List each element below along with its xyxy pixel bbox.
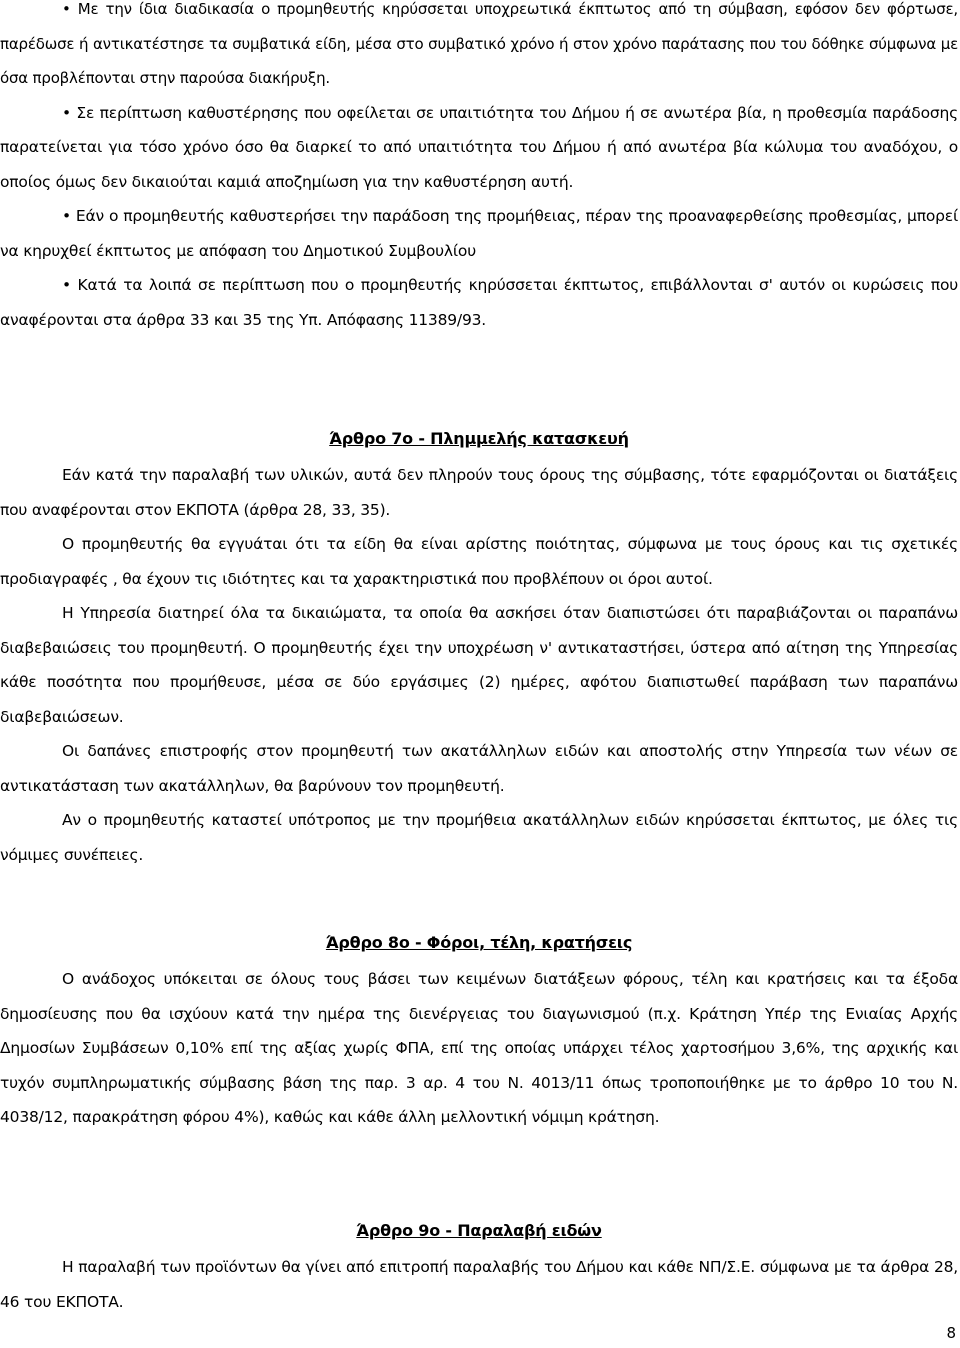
page-number: 8 <box>946 1324 956 1342</box>
article-paragraph: Ο προμηθευτής θα εγγυάται ότι τα είδη θα είναι αρίστης ποιότητας, σύμφωνα με τους όρους και τις σχετικές προδιαγραφές , θα έχουν τις ιδιότητες και τα χαρακτηριστικά που προβλέπουν οι όροι αυτοί. <box>0 535 958 588</box>
article-paragraph: Αν ο προμηθευτής καταστεί υπότροπος με την προμήθεια ακατάλληλων ειδών κηρύσσεται έκπτωτος, με όλες τις νόμιμες συνέπειες. <box>0 811 958 864</box>
article-7-heading: Άρθρο 7ο - Πλημμελής κατασκευή <box>329 429 629 448</box>
bullet-paragraph: • Με την ίδια διαδικασία ο προμηθευτής κηρύσσεται υποχρεωτικά έκπτωτος από τη σύμβαση, εφόσον δεν φόρτωσε, παρέδωσε ή αντικατέστησε τα συμβατικά είδη, μέσα στο συμβατικό χρόνο ή στον χρόνο παράτασης που του δόθηκε σύμφωνα με όσα προβλέπονται στην παρούσα διακήρυξη. <box>0 0 958 87</box>
article-paragraph: Η Υπηρεσία διατηρεί όλα τα δικαιώματα, τα οποία θα ασκήσει όταν διαπιστώσει ότι παραβιάζονται οι παραπάνω διαβεβαιώσεις του προμηθευτή. Ο προμηθευτής έχει την υποχρέωση ν' αντικαταστήσει, ύστερα από αίτηση της Υπηρεσίας κάθε ποσότητα που προμήθευσε, μέσα σε δύο εργάσιμες (2) ημέρες, αφότου διαπιστωθεί παράβαση των παραπάνω διαβεβαιώσεων. <box>0 604 958 726</box>
bullet-paragraph: • Κατά τα λοιπά σε περίπτωση που ο προμηθευτής κηρύσσεται έκπτωτος, επιβάλλονται σ' αυτόν οι κυρώσεις που αναφέρονται στα άρθρα 33 και 35 της Υπ. Απόφασης 11389/93. <box>0 276 958 329</box>
bullet-paragraph: • Εάν ο προμηθευτής καθυστερήσει την παράδοση της προμήθειας, πέραν της προαναφερθείσης προθεσμίας, μπορεί να κηρυχθεί έκπτωτος με απόφαση του Δημοτικού Συμβουλίου <box>0 207 958 260</box>
article-7-body <box>0 458 958 872</box>
article-paragraph: Ο ανάδοχος υπόκειται σε όλους τους βάσει των κειμένων διατάξεων φόρους, τέλη και κρατήσεις και τα έξοδα δημοσίευσης που θα ισχύουν κατά την ημέρα της διενέργειας του διαγωνισμού (π.χ. Κράτηση Υπέρ της Ενιαίας Αρχής Δημοσίων Συμβάσεων 0,10% επί της αξίας χωρίς ΦΠΑ, επί της οποίας υπάρχει τέλος χαρτοσήμου 3,6%, της αρχικής και τυχόν συμπληρωματικής σύμβασης βάση της παρ. 3 αρ. 4 του Ν. 4013/11 όπως τροποποιήθηκε με το άρθρο 10 του Ν. 4038/12, παρακράτηση φόρου 4%), καθώς και κάθε άλλη μελλοντική νόμιμη κράτηση. <box>0 970 958 1126</box>
article-9-heading: Άρθρο 9ο - Παραλαβή ειδών <box>356 1221 602 1240</box>
article-paragraph: Οι δαπάνες επιστροφής στον προμηθευτή των ακατάλληλων ειδών και αποστολής στην Υπηρεσία των νέων σε αντικατάσταση των ακατάλληλων, θα βαρύνουν τον προμηθευτή. <box>0 742 958 795</box>
bullet-section <box>0 0 958 337</box>
article-9-body <box>0 1250 958 1319</box>
article-paragraph: Εάν κατά την παραλαβή των υλικών, αυτά δεν πληρούν τους όρους της σύμβασης, τότε εφαρμόζονται οι διατάξεις που αναφέρονται στον ΕΚΠΟΤΑ (άρθρα 28, 33, 35). <box>0 466 958 519</box>
article-8-body <box>0 962 958 1135</box>
article-paragraph: Η παραλαβή των προϊόντων θα γίνει από επιτροπή παραλαβής του Δήμου και κάθε ΝΠ/Σ.Ε. σύμφωνα με τα άρθρα 28, 46 του ΕΚΠΟΤΑ. <box>0 1258 958 1311</box>
article-8-heading: Άρθρο 8ο - Φόροι, τέλη, κρατήσεις <box>325 933 633 952</box>
bullet-paragraph: • Σε περίπτωση καθυστέρησης που οφείλεται σε υπαιτιότητα του Δήμου ή σε ανωτέρα βία, η προθεσμία παράδοσης παρατείνεται για τόσο χρόνο όσο θα διαρκεί το από υπαιτιότητα του Δήμου ή από ανωτέρα βία κώλυμα του αναδόχου, ο οποίος όμως δεν δικαιούται καμιά αποζημίωση για την καθυστέρηση αυτή. <box>0 103 958 191</box>
